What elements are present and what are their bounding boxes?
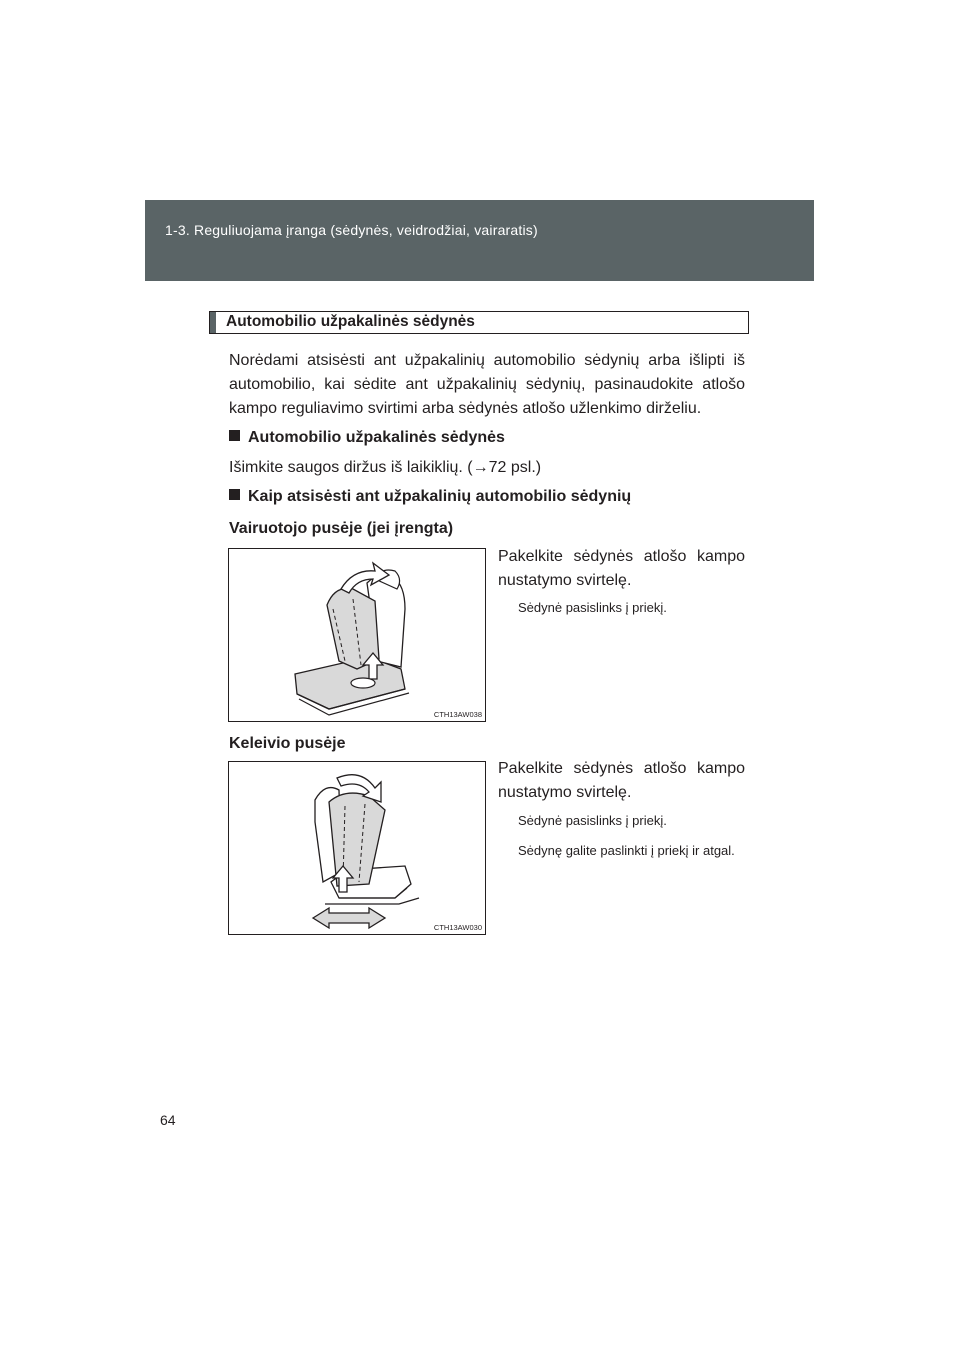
driver-step-text: Pakelkite sėdynės atlošo kampo nustatymo svirtelę. xyxy=(498,548,745,589)
intro-paragraph: Norėdami atsisėsti ant užpakalinių automobilio sėdynių arba išlipti iš automobilio, kai sėdite ant užpakalinių sėdynių, pasinaudokite atlošo kampo reguliavimo svirtimi arba sėdynės atlošo užlenkimo dirželiu. xyxy=(229,352,745,417)
bullet-heading-text: Kaip atsisėsti ant užpakalinių automobilio sėdynių xyxy=(248,488,632,505)
bullet-square-icon xyxy=(229,430,240,441)
passenger-note-1: Sėdynė pasislinks į priekį. xyxy=(518,813,667,828)
bullet-heading-how-to-sit xyxy=(229,488,631,506)
section-title-box xyxy=(209,311,749,334)
header-band xyxy=(145,200,814,281)
section-title: Automobilio užpakalinės sėdynės xyxy=(226,313,475,330)
page-ref-text[interactable]: 72 psl.) xyxy=(488,459,542,476)
passenger-note-2: Sėdynę galite paslinkti į priekį ir atgal. xyxy=(518,843,735,858)
section-title-accent xyxy=(210,312,216,333)
driver-note: Sėdynė pasislinks į priekį. xyxy=(518,600,667,615)
passenger-seat-illustration xyxy=(229,762,485,934)
bullet-square-icon xyxy=(229,489,240,500)
bullet-heading-text: Automobilio užpakalinės sėdynės xyxy=(248,429,505,446)
figure-code: CTH13AW038 xyxy=(433,710,482,719)
driver-seat-illustration xyxy=(229,549,485,721)
driver-seat-figure xyxy=(228,548,486,722)
passenger-side-heading: Keleivio pusėje xyxy=(229,735,346,752)
bullet-heading-rear-seats xyxy=(229,429,505,447)
passenger-seat-figure xyxy=(228,761,486,935)
seatbelt-instruction xyxy=(229,459,541,477)
page-ref-arrow: → xyxy=(472,459,489,476)
seatbelt-instruction-text: Išimkite saugos diržus iš laikiklių. ( xyxy=(229,459,473,476)
page-number: 64 xyxy=(160,1112,176,1128)
passenger-step-text: Pakelkite sėdynės atlošo kampo nustatymo svirtelę. xyxy=(498,760,745,801)
breadcrumb: 1-3. Reguliuojama įranga (sėdynės, veidrodžiai, vairaratis) xyxy=(165,222,538,238)
figure-code: CTH13AW030 xyxy=(433,923,482,932)
driver-side-heading: Vairuotojo pusėje (jei įrengta) xyxy=(229,520,454,537)
